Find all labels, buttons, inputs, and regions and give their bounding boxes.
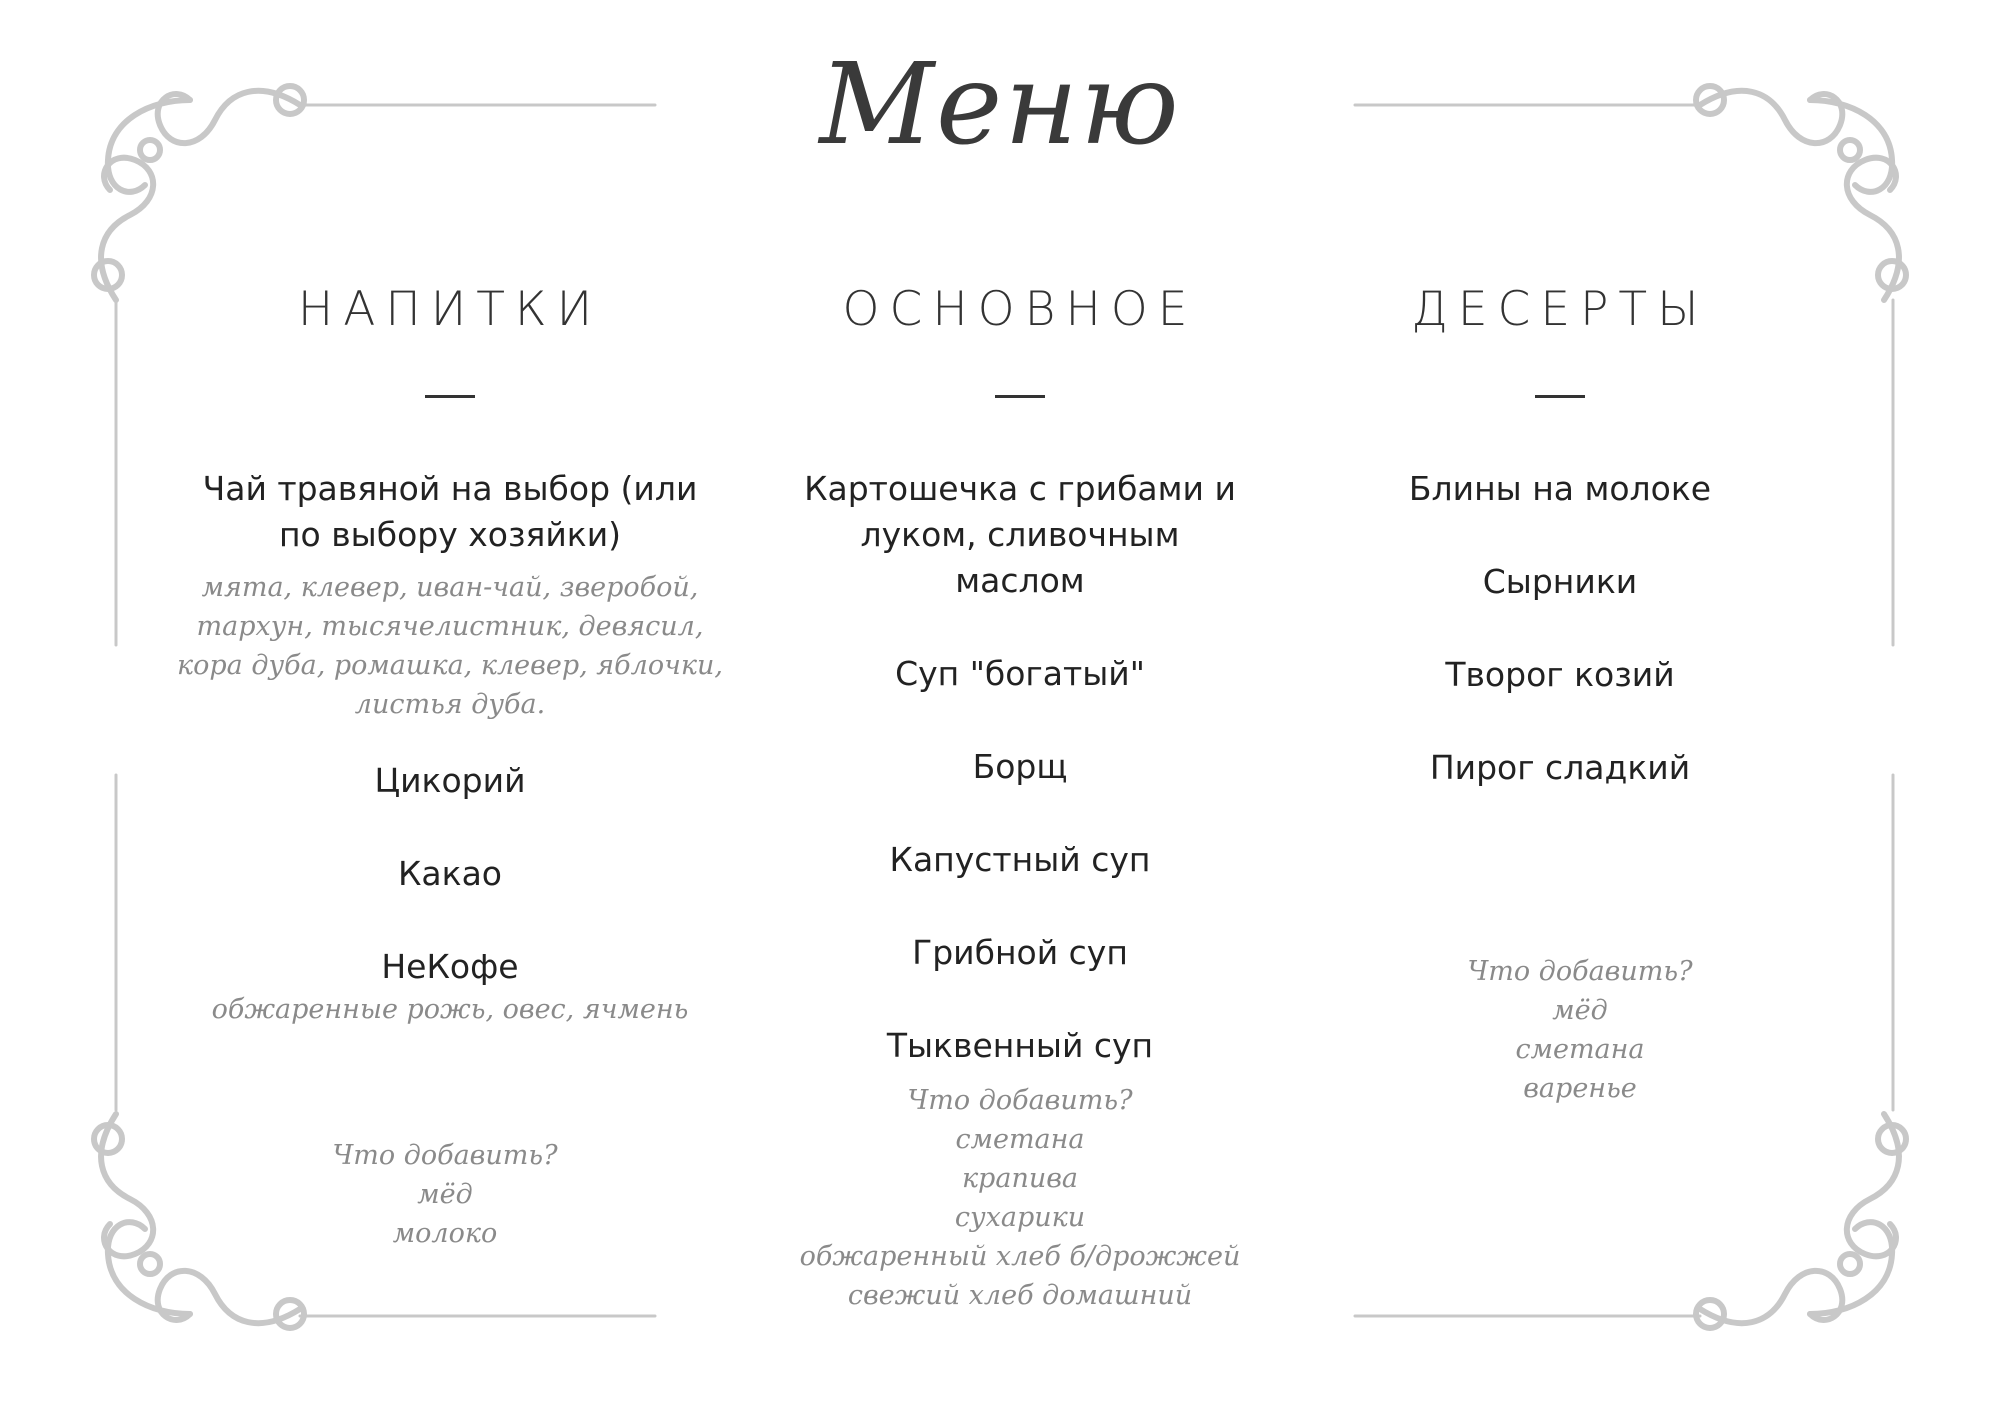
menu-item: Тыквенный суп bbox=[886, 1026, 1154, 1065]
extras-item: молоко bbox=[392, 1218, 498, 1249]
menu-item: Пирог сладкий bbox=[1429, 748, 1691, 787]
menu-item: Картошечка с грибами и луком, сливочным маслом bbox=[804, 469, 1236, 600]
extras-item: крапива bbox=[961, 1163, 1079, 1194]
extras-title: Что добавить? bbox=[907, 1085, 1133, 1116]
divider bbox=[1535, 395, 1585, 398]
menu-item: Грибной суп bbox=[912, 933, 1128, 972]
extras-item: сметана bbox=[1515, 1034, 1645, 1065]
extras-item: обжаренный хлеб б/дрожжей bbox=[799, 1241, 1241, 1272]
divider bbox=[995, 395, 1045, 398]
extras-item: сухарики bbox=[954, 1202, 1086, 1233]
menu-item: Какао bbox=[398, 854, 502, 893]
extras-drinks bbox=[300, 1136, 590, 1253]
menu-item: Чай травяной на выбор (или по выбору хозяйки) bbox=[202, 469, 698, 554]
menu-item: Цикорий bbox=[374, 761, 526, 800]
extras-item: мёд bbox=[1552, 995, 1608, 1026]
divider bbox=[425, 395, 475, 398]
menu-item: Суп "богатый" bbox=[895, 654, 1145, 693]
extras-item: свежий хлеб домашний bbox=[847, 1280, 1193, 1311]
extras-main bbox=[760, 1081, 1280, 1315]
section-heading: НАПИТКИ bbox=[297, 282, 603, 337]
section-heading: ОСНОВНОЕ bbox=[842, 282, 1198, 337]
menu-item: Сырники bbox=[1482, 562, 1638, 601]
extras-title: Что добавить? bbox=[332, 1140, 558, 1171]
menu-item: Творог козий bbox=[1445, 655, 1675, 694]
menu-item: Капустный суп bbox=[889, 840, 1151, 879]
menu-item: Блины на молоке bbox=[1408, 469, 1712, 508]
item-note: обжаренные рожь, овес, ячмень bbox=[211, 994, 689, 1025]
menu-item: Борщ bbox=[972, 747, 1068, 786]
menu-item: НеКофе bbox=[381, 947, 519, 986]
extras-item: мёд bbox=[417, 1179, 473, 1210]
page-title: Меню bbox=[819, 40, 1181, 170]
column-desserts bbox=[1330, 280, 1790, 838]
extras-item: варенье bbox=[1523, 1073, 1637, 1104]
section-heading: ДЕСЕРТЫ bbox=[1411, 282, 1709, 337]
item-note: мята, клевер, иван-чай, зверобой, тархун, тысячелистник, девясил, кора дуба, ромашка, клевер, яблочки, листья дуба. bbox=[177, 572, 723, 720]
column-main bbox=[760, 280, 1280, 1116]
extras-title: Что добавить? bbox=[1467, 956, 1693, 987]
extras-item: сметана bbox=[955, 1124, 1085, 1155]
extras-desserts bbox=[1430, 952, 1730, 1108]
column-drinks bbox=[170, 280, 730, 1029]
